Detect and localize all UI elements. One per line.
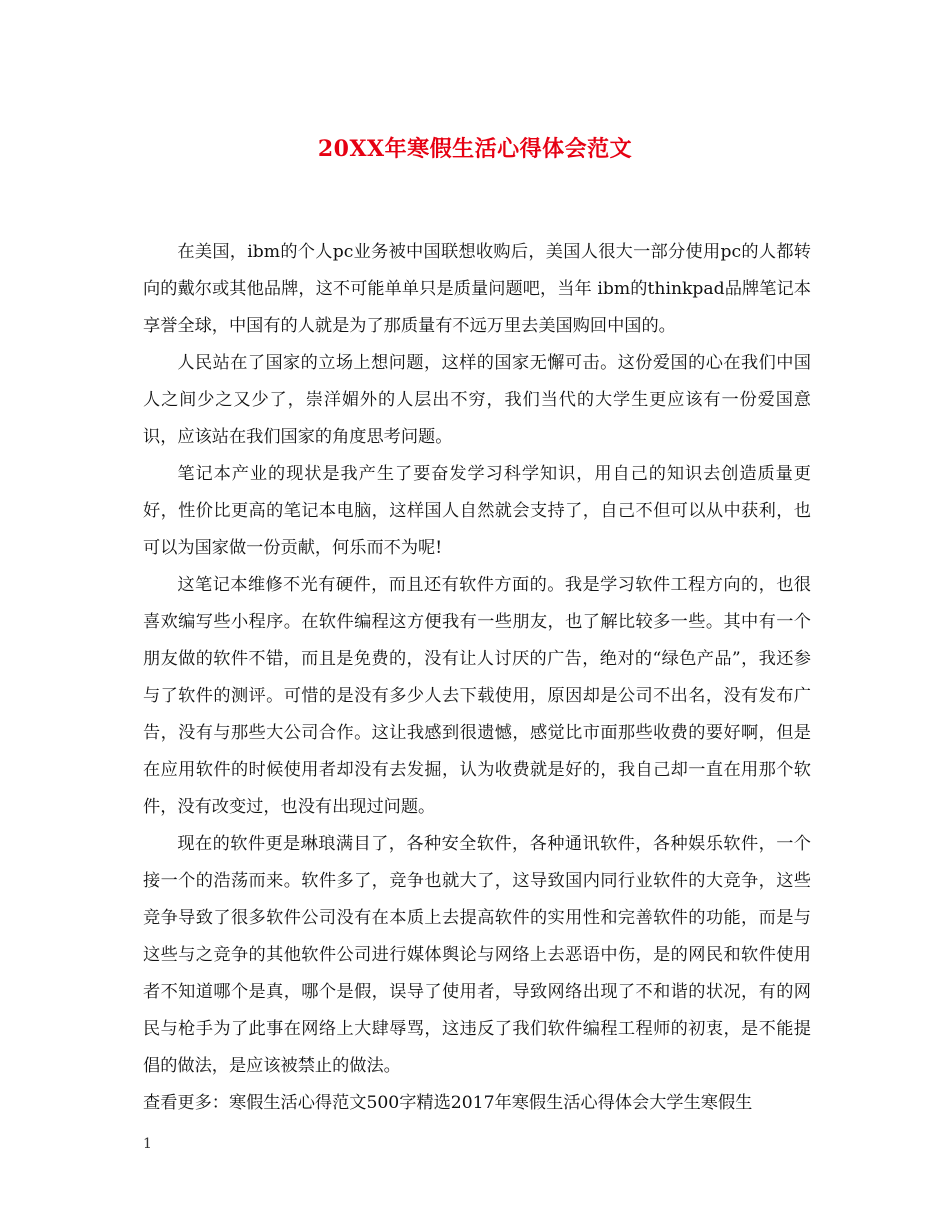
paragraph: 这笔记本维修不光有硬件，而且还有软件方面的。我是学习软件工程方向的，也很喜欢编写些小程序。在软件编程这方便我有一些朋友，也了解比较多一些。其中有一个朋友做的软件不错，而且是免费的，没有让人讨厌的广告，绝对的“绿色产品”，我还参与了软件的测评。可惜的是没有多少人去下载使用，原因却是公司不出名，没有发布广告，没有与那些大公司合作。这让我感到很遗憾，感觉比市面那些收费的要好啊，但是在应用软件的时候使用者却没有去发掘，认为收费就是好的，我自己却一直在用那个软件，没有改变过，也没有出现过问题。 bbox=[143, 575, 811, 817]
paragraph: 现在的软件更是琳琅满目了，各种安全软件，各种通讯软件，各种娱乐软件，一个接一个的浩荡而来。软件多了，竞争也就大了，这导致国内同行业软件的大竞争，这些竞争导致了很多软件公司没有在本质上去提高软件的实用性和完善软件的功能，而是与这些与之竞争的其他软件公司进行媒体舆论与网络上去恶语中伤，是的网民和软件使用者不知道哪个是真，哪个是假，误导了使用者，导致网络出现了不和谐的状况，有的网民与枪手为了此事在网络上大肆辱骂，这违反了我们软件编程工程师的初衷，是不能提倡的做法，是应该被禁止的做法。 bbox=[143, 834, 811, 1076]
paragraph: 人民站在了国家的立场上想问题，这样的国家无懈可击。这份爱国的心在我们中国人之间少之又少了，崇洋媚外的人层出不穷，我们当代的大学生更应该有一份爱国意识，应该站在我们国家的角度思考问题。 bbox=[143, 353, 811, 447]
see-more-link[interactable]: 查看更多：寒假生活心得范文500字精选2017年寒假生活心得体会大学生寒假生 bbox=[143, 1093, 753, 1113]
paragraph: 笔记本产业的现状是我产生了要奋发学习科学知识，用自己的知识去创造质量更好，性价比更高的笔记本电脑，这样国人自然就会支持了，自己不但可以从中获利，也可以为国家做一份贡献，何乐而不为呢! bbox=[143, 464, 811, 558]
document-body bbox=[143, 234, 811, 1122]
document-title: 20XX年寒假生活心得体会范文 bbox=[317, 136, 633, 162]
page-number: 1 bbox=[143, 1136, 152, 1152]
paragraph: 在美国，ibm的个人pc业务被中国联想收购后，美国人很大一部分使用pc的人都转向的戴尔或其他品牌，这不可能单单只是质量问题吧，当年 ibm的thinkpad品牌笔记本享誉全球，中国有的人就是为了那质量有不远万里去美国购回中国的。 bbox=[143, 242, 811, 336]
